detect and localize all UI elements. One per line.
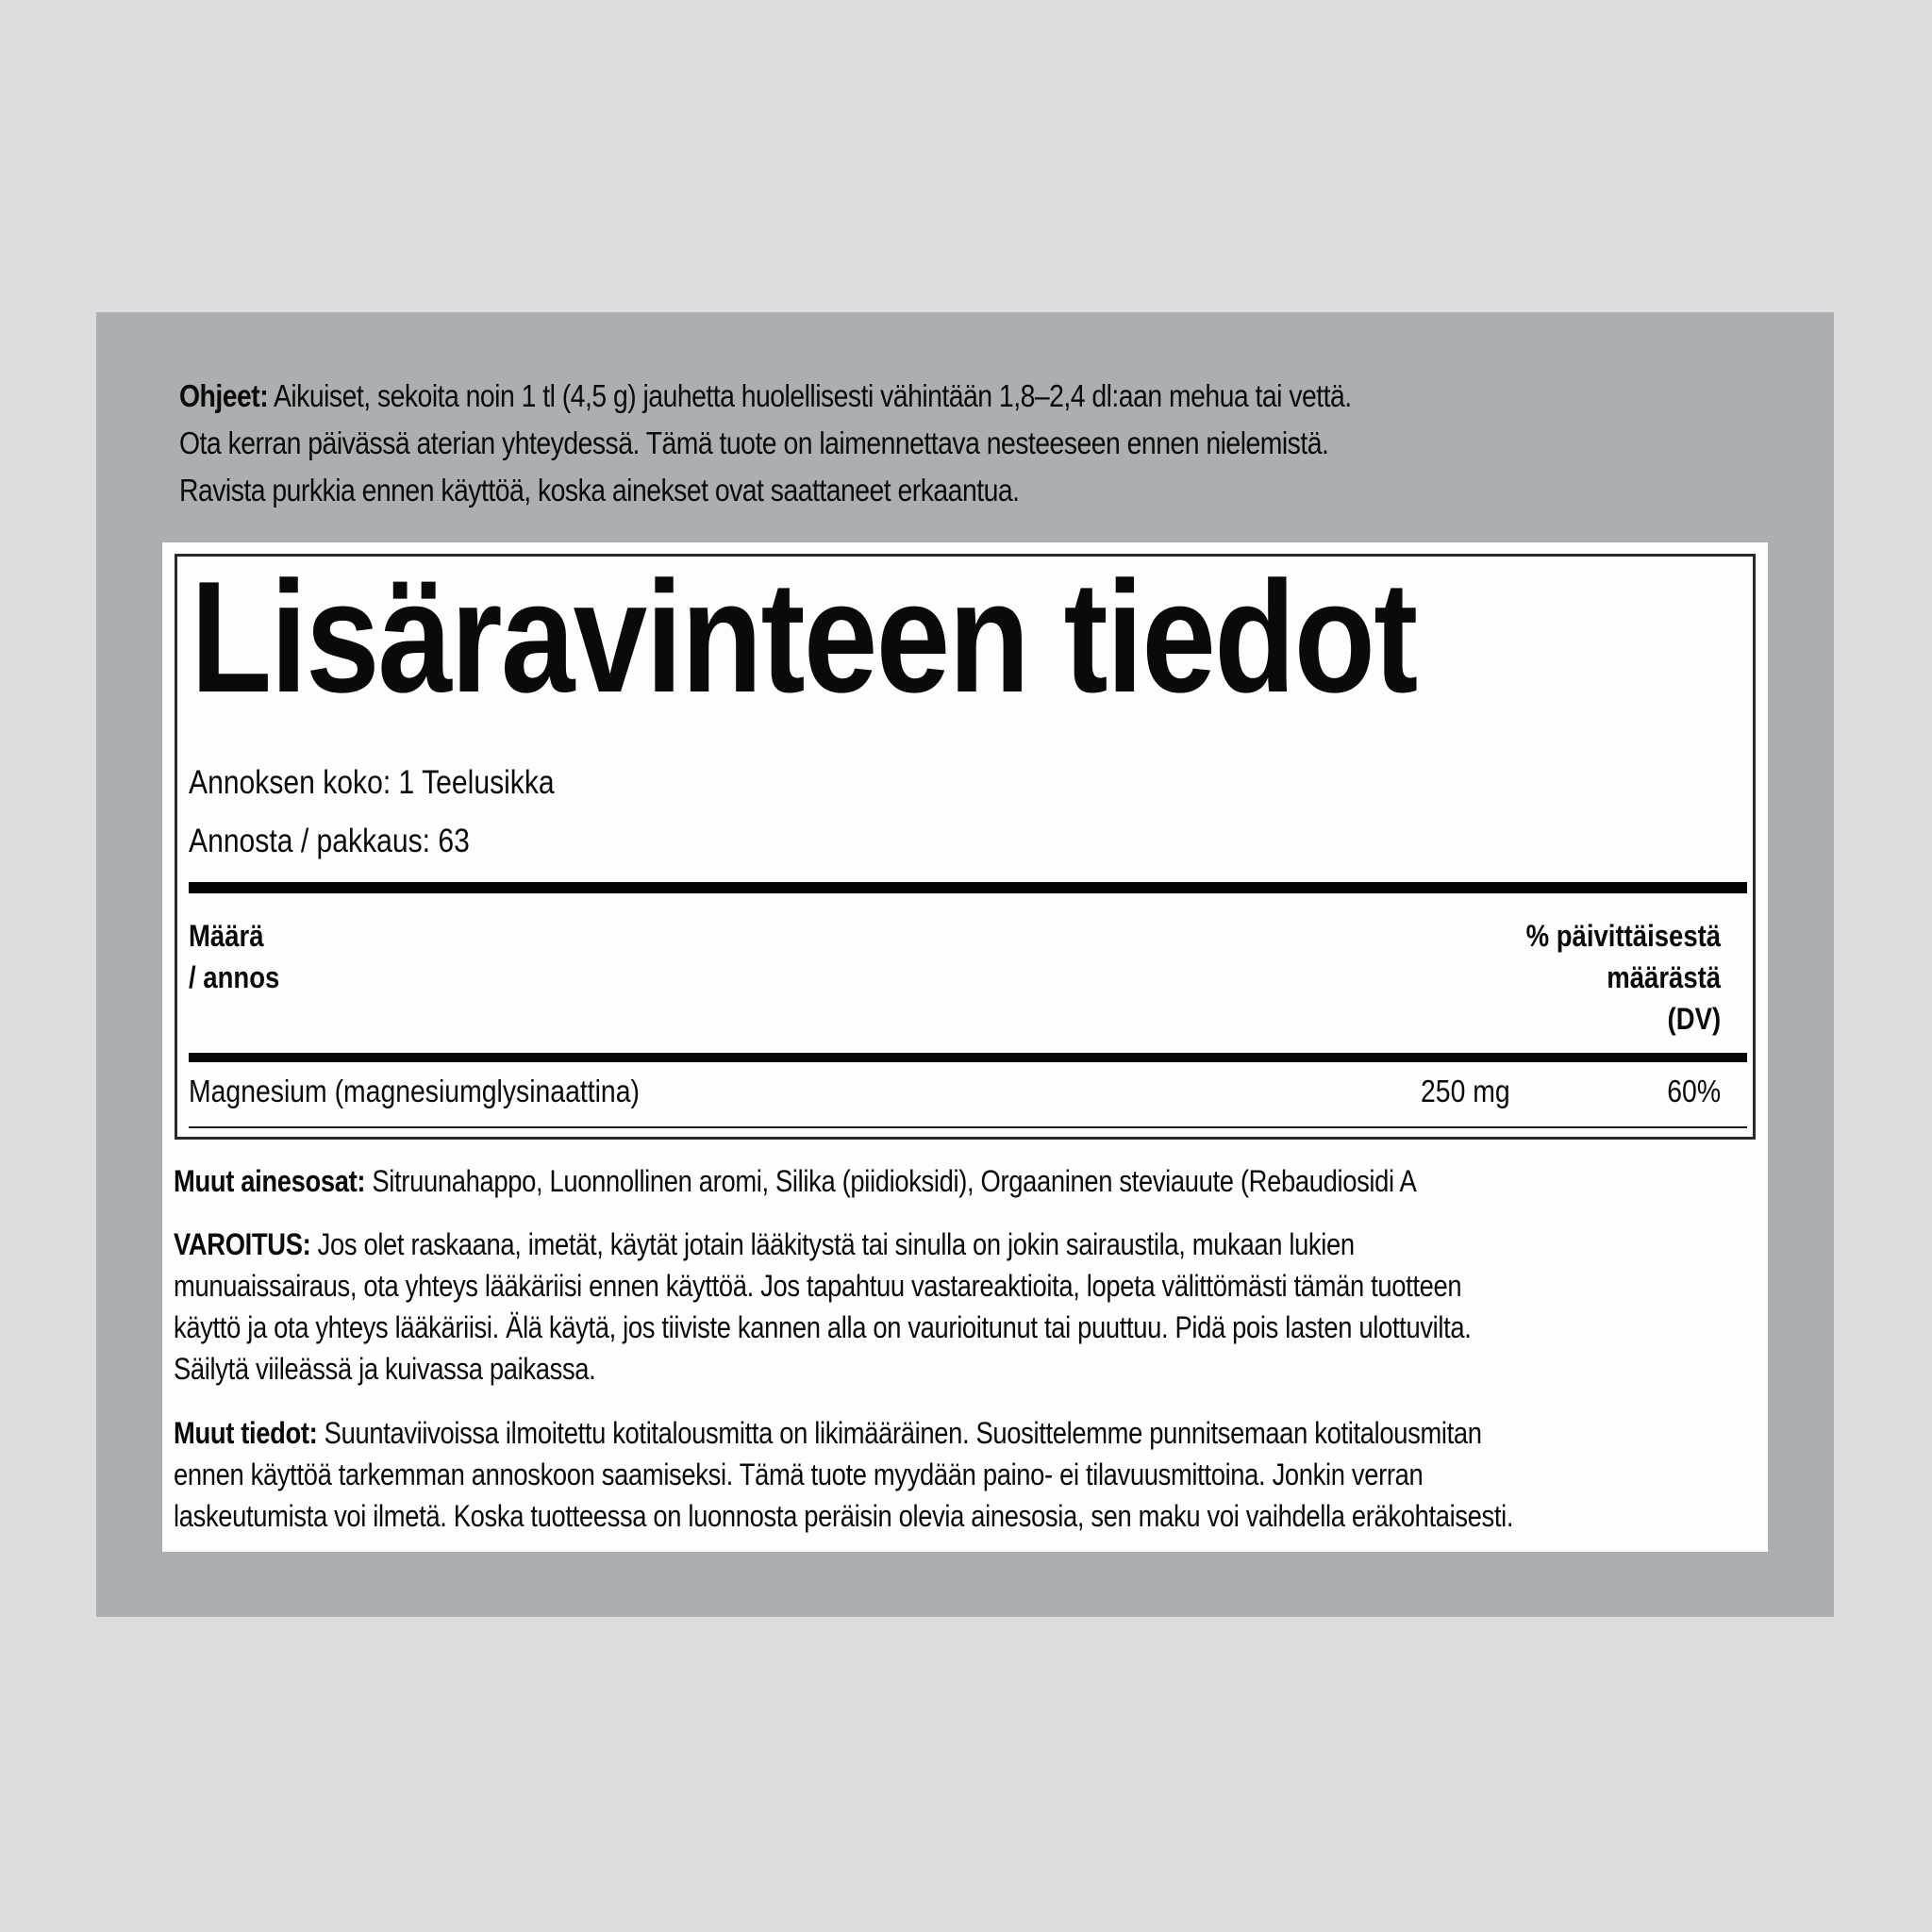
directions-text: Aikuiset, sekoita noin 1 tl (4,5 g) jauhetta huolellisesti vähintään 1,8–2,4 dl:aan mehua tai vettä. — [268, 378, 1352, 413]
other-info-section — [174, 1412, 1707, 1537]
directions-label: Ohjeet: — [179, 378, 269, 413]
warning-line-1 — [174, 1224, 1707, 1265]
servings-per-container: Annosta / pakkaus: 63 — [189, 823, 470, 859]
header-left-line: / annos — [189, 960, 280, 994]
directions-section — [179, 373, 1558, 514]
other-info-line-3: laskeutumista voi ilmetä. Koska tuotteessa on luonnosta peräisin olevia ainesosia, sen maku voi vaihdella eräkohtaisesti. — [174, 1499, 1514, 1533]
nutrient-name: Magnesium (magnesiumglysinaattina) — [189, 1074, 640, 1108]
directions-line-2: Ota kerran päivässä aterian yhteydessä. Tämä tuote on laimennettava nesteeseen ennen nielemistä. — [179, 425, 1329, 460]
nutrient-daily-value: 60% — [1667, 1074, 1721, 1108]
other-info-text: Suuntaviivoissa ilmoitettu kotitalousmitta on likimääräinen. Suosittelemme punnitsemaan kotitalousmitan — [317, 1416, 1482, 1450]
nutrient-amount: 250 mg — [1421, 1074, 1510, 1108]
supplement-facts-box — [175, 548, 1756, 1140]
divider-thick — [189, 882, 1747, 893]
warning-line-3: käyttö ja ota yhteys lääkäriisi. Älä käytä, jos tiiviste kannen alla on vaurioitunut tai puuttuu. Pidä pois lasten ulottuvilta. — [174, 1310, 1472, 1344]
warning-line-2: munuaissairaus, ota yhteys lääkäriisi ennen käyttöä. Jos tapahtuu vastareaktioita, lopeta välittömästi tämän tuotteen — [174, 1269, 1462, 1303]
directions-line-1 — [179, 373, 1558, 420]
header-right-line: määrästä — [1607, 960, 1721, 994]
other-ingredients-label: Muut ainesosat: — [174, 1164, 366, 1198]
directions-line-3: Ravista purkkia ennen käyttöä, koska ainekset ovat saattaneet erkaantua. — [179, 473, 1020, 508]
other-ingredients-line — [174, 1160, 1707, 1202]
warning-text: Jos olet raskaana, imetät, käytät jotain lääkitystä tai sinulla on jokin sairaustila, mukaan lukien — [310, 1227, 1355, 1261]
other-ingredients-text: Sitruunahappo, Luonnollinen aromi, Silika (piidioksidi), Orgaaninen steviauute (Rebaudiosidi A — [365, 1164, 1417, 1198]
header-right-line: % päivittäisestä — [1525, 919, 1721, 953]
divider-thick — [189, 1053, 1747, 1062]
warning-section — [174, 1224, 1707, 1390]
daily-value-header — [1526, 915, 1721, 1040]
header-right-line: (DV) — [1667, 1002, 1721, 1036]
other-info-line-1 — [174, 1412, 1707, 1454]
facts-title: Lisäravinteen tiedot — [191, 548, 1417, 725]
divider-thin — [189, 1126, 1747, 1128]
amount-per-serving-header — [189, 915, 279, 998]
other-info-label: Muut tiedot: — [174, 1416, 318, 1450]
header-left-line: Määrä — [189, 919, 264, 953]
warning-line-4: Säilytä viileässä ja kuivassa paikassa. — [174, 1352, 596, 1386]
serving-size: Annoksen koko: 1 Teelusikka — [189, 764, 555, 801]
other-info-line-2: ennen käyttöä tarkemman annoskoon saamiseksi. Tämä tuote myydään paino- ei tilavuusmittoina. Jonkin verran — [174, 1457, 1424, 1491]
other-ingredients — [174, 1160, 1707, 1202]
warning-label: VAROITUS: — [174, 1227, 311, 1261]
